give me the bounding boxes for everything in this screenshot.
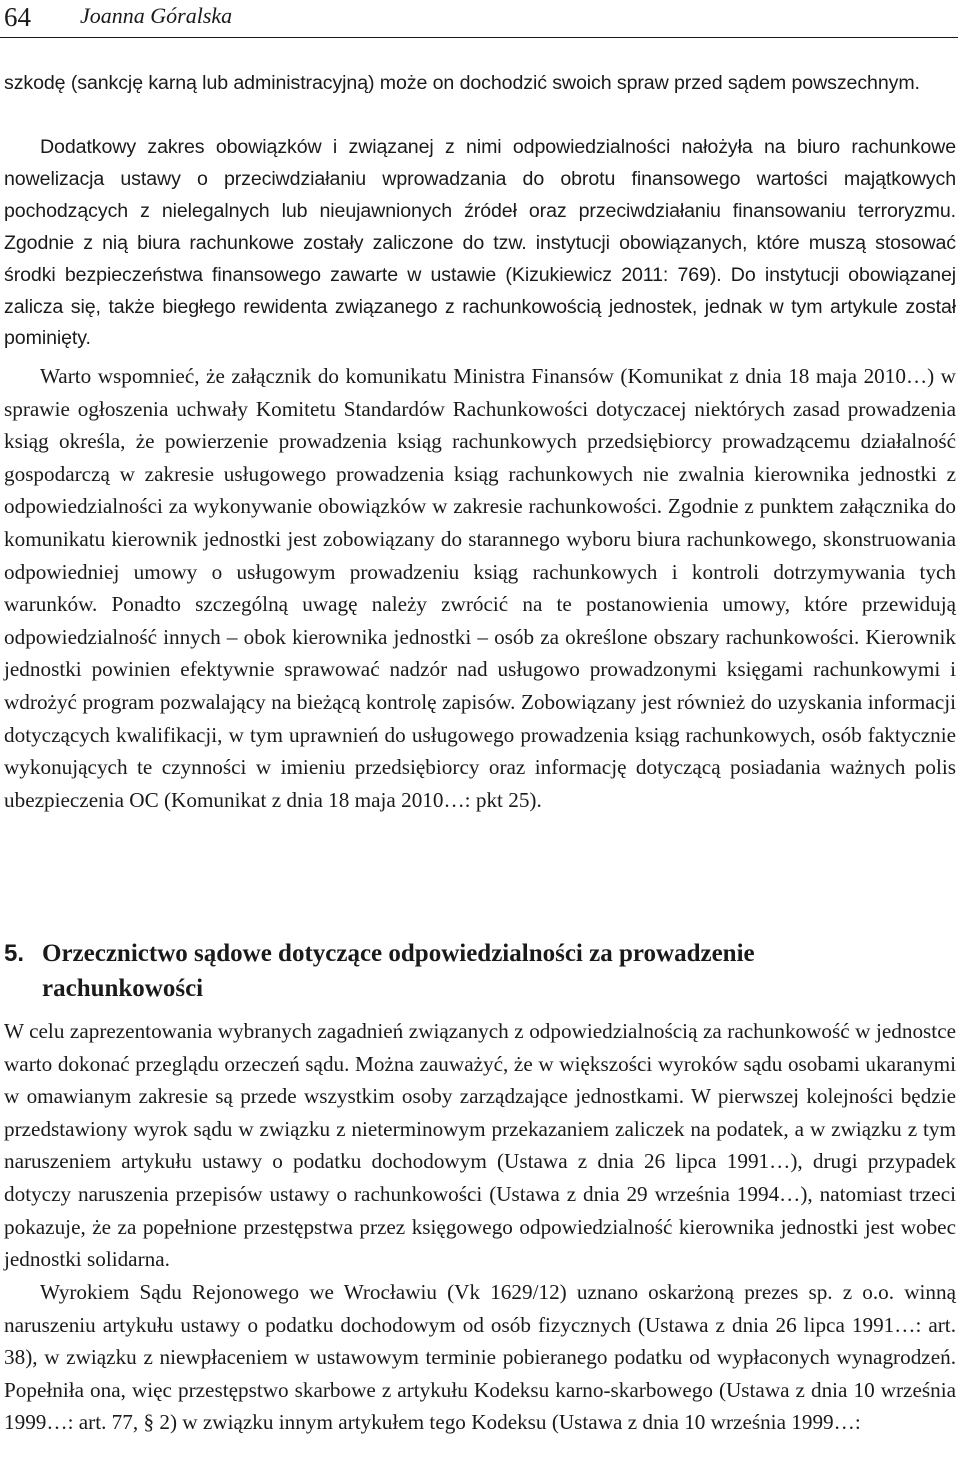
- paragraph-3: Warto wspomnieć, że załącznik do komunikatu Ministra Finansów (Komunikat z dnia 18 maja 2010…) w sprawie ogłoszenia uchwały Komitetu Standardów Rachunkowości dotyczacej niektórych zasad prowadzenia ksiąg określa, że powierzenie prowadzenia ksiąg rachunkowych przedsiębiorcy prowadzącemu działalność gospodarczą w zakresie usługowego prowadzenia ksiąg rachunkowych nie zwalnia kierownika jednostki z odpowiedzialności za wykonywanie obowiązków w zakresie rachunkowości. Zgodnie z punktem załącznika do komunikatu kierownik jednostki jest zobowiązany do starannego wyboru biura rachunkowego, skonstruowania odpowiedniej umowy o usługowym prowadzeniu ksiąg rachunkowych i kontroli dotrzymywania tych warunków. Ponadto szczególną uwagę należy zwrócić na te postanowienia umowy, które przewidują odpowiedzialność innych – obok kierownika jednostki – osób za określone obszary rachunkowości. Kierownik jednostki powinien efektywnie sprawować nadzór nad usługowo prowadzonymi księgami rachunkowymi i wdrożyć program pozwalający na bieżącą kontrolę zapisów. Zobowiązany jest również do uzyskania informacji dotyczących kwalifikacji, w tym uprawnień do usługowego prowadzenia ksiąg rachunkowych, osób faktycznie wykonujących te czynności w imieniu przedsiębiorcy oraz informację dotyczącą posiadania ważnych polis ubezpieczenia OC (Komunikat z dnia 18 maja 2010…: pkt 25).: [4, 364, 956, 812]
- header-rule: [0, 37, 958, 38]
- paragraph-1: szkodę (sankcję karną lub administracyjną) może on dochodzić swoich spraw przed sądem powszechnym.: [4, 72, 920, 94]
- paragraph-5: Wyrokiem Sądu Rejonowego we Wrocławiu (Vk 1629/12) uznano oskarżoną prezes sp. z o.o. winną naruszeniu artykułu ustawy o podatku dochodowym od osób fizycznych (Ustawa z dnia 26 lipca 1991…: art. 38), w związku z niewpłaceniem w ustawowym terminie pobieranego podatku od wypłaconych wynagrodzeń. Popełniła ona, więc przestępstwo skarbowe z artykułu Kodeksu karno-skarbowego (Ustawa z dnia 10 września 1999…: art. 77, § 2) w związku innym artykułem tego Kodeksu (Ustawa z dnia 10 września 1999…:: [4, 1280, 956, 1435]
- section-title-line-1: Orzecznictwo sądowe dotyczące odpowiedzialności za prowadzenie: [42, 940, 755, 967]
- section-title-line-2: rachunkowości: [42, 975, 204, 1002]
- paragraph-2: Dodatkowy zakres obowiązków i związanej z nimi odpowiedzialności nałożyła na biuro rachunkowe nowelizacja ustawy o przeciwdziałaniu wprowadzania do obrotu finansowego wartości majątkowych pochodzących z nielegalnych lub nieujawnionych źródeł oraz przeciwdziałaniu finansowaniu terroryzmu. Zgodnie z nią biura rachunkowe zostały zaliczone do tzw. instytucji obowiązanych, które muszą stosować środki bezpieczeństwa finansowego zawarte w ustawie (Kizukiewicz 2011: 769). Do instytucji obowiązanej zalicza się, także biegłego rewidenta związanego z rachunkowością jednostek, jednak w tym artykule został pominięty.: [4, 136, 956, 350]
- page-number: 64: [4, 2, 31, 32]
- running-header: [0, 0, 960, 40]
- running-header-author: Joanna Góralska: [80, 3, 233, 28]
- section-number: 5.: [4, 940, 25, 967]
- section-heading: [4, 936, 944, 1006]
- paragraph-4: W celu zaprezentowania wybranych zagadnień związanych z odpowiedzialnością za rachunkowość w jednostce warto dokonać przeglądu orzeczeń sądu. Można zauważyć, że w większości wyroków sądu osobami ukaranymi w omawianym zakresie są przede wszystkim osoby zarządzające jednostkami. W pierwszej kolejności będzie przedstawiony wyrok sądu w związku z nieterminowym przekazaniem zaliczek na podatek, a w związku z tym naruszeniem artykułu ustawy o podatku dochodowym (Ustawa z dnia 26 lipca 1991…), drugi przypadek dotyczy naruszenia przepisów ustawy o rachunkowości (Ustawa z dnia 29 września 1994…), natomiast trzeci pokazuje, że za popełnione przestępstwa przez księgowego odpowiedzialność kierownika jednostki jest wobec jednostki solidarna.: [4, 1019, 956, 1272]
